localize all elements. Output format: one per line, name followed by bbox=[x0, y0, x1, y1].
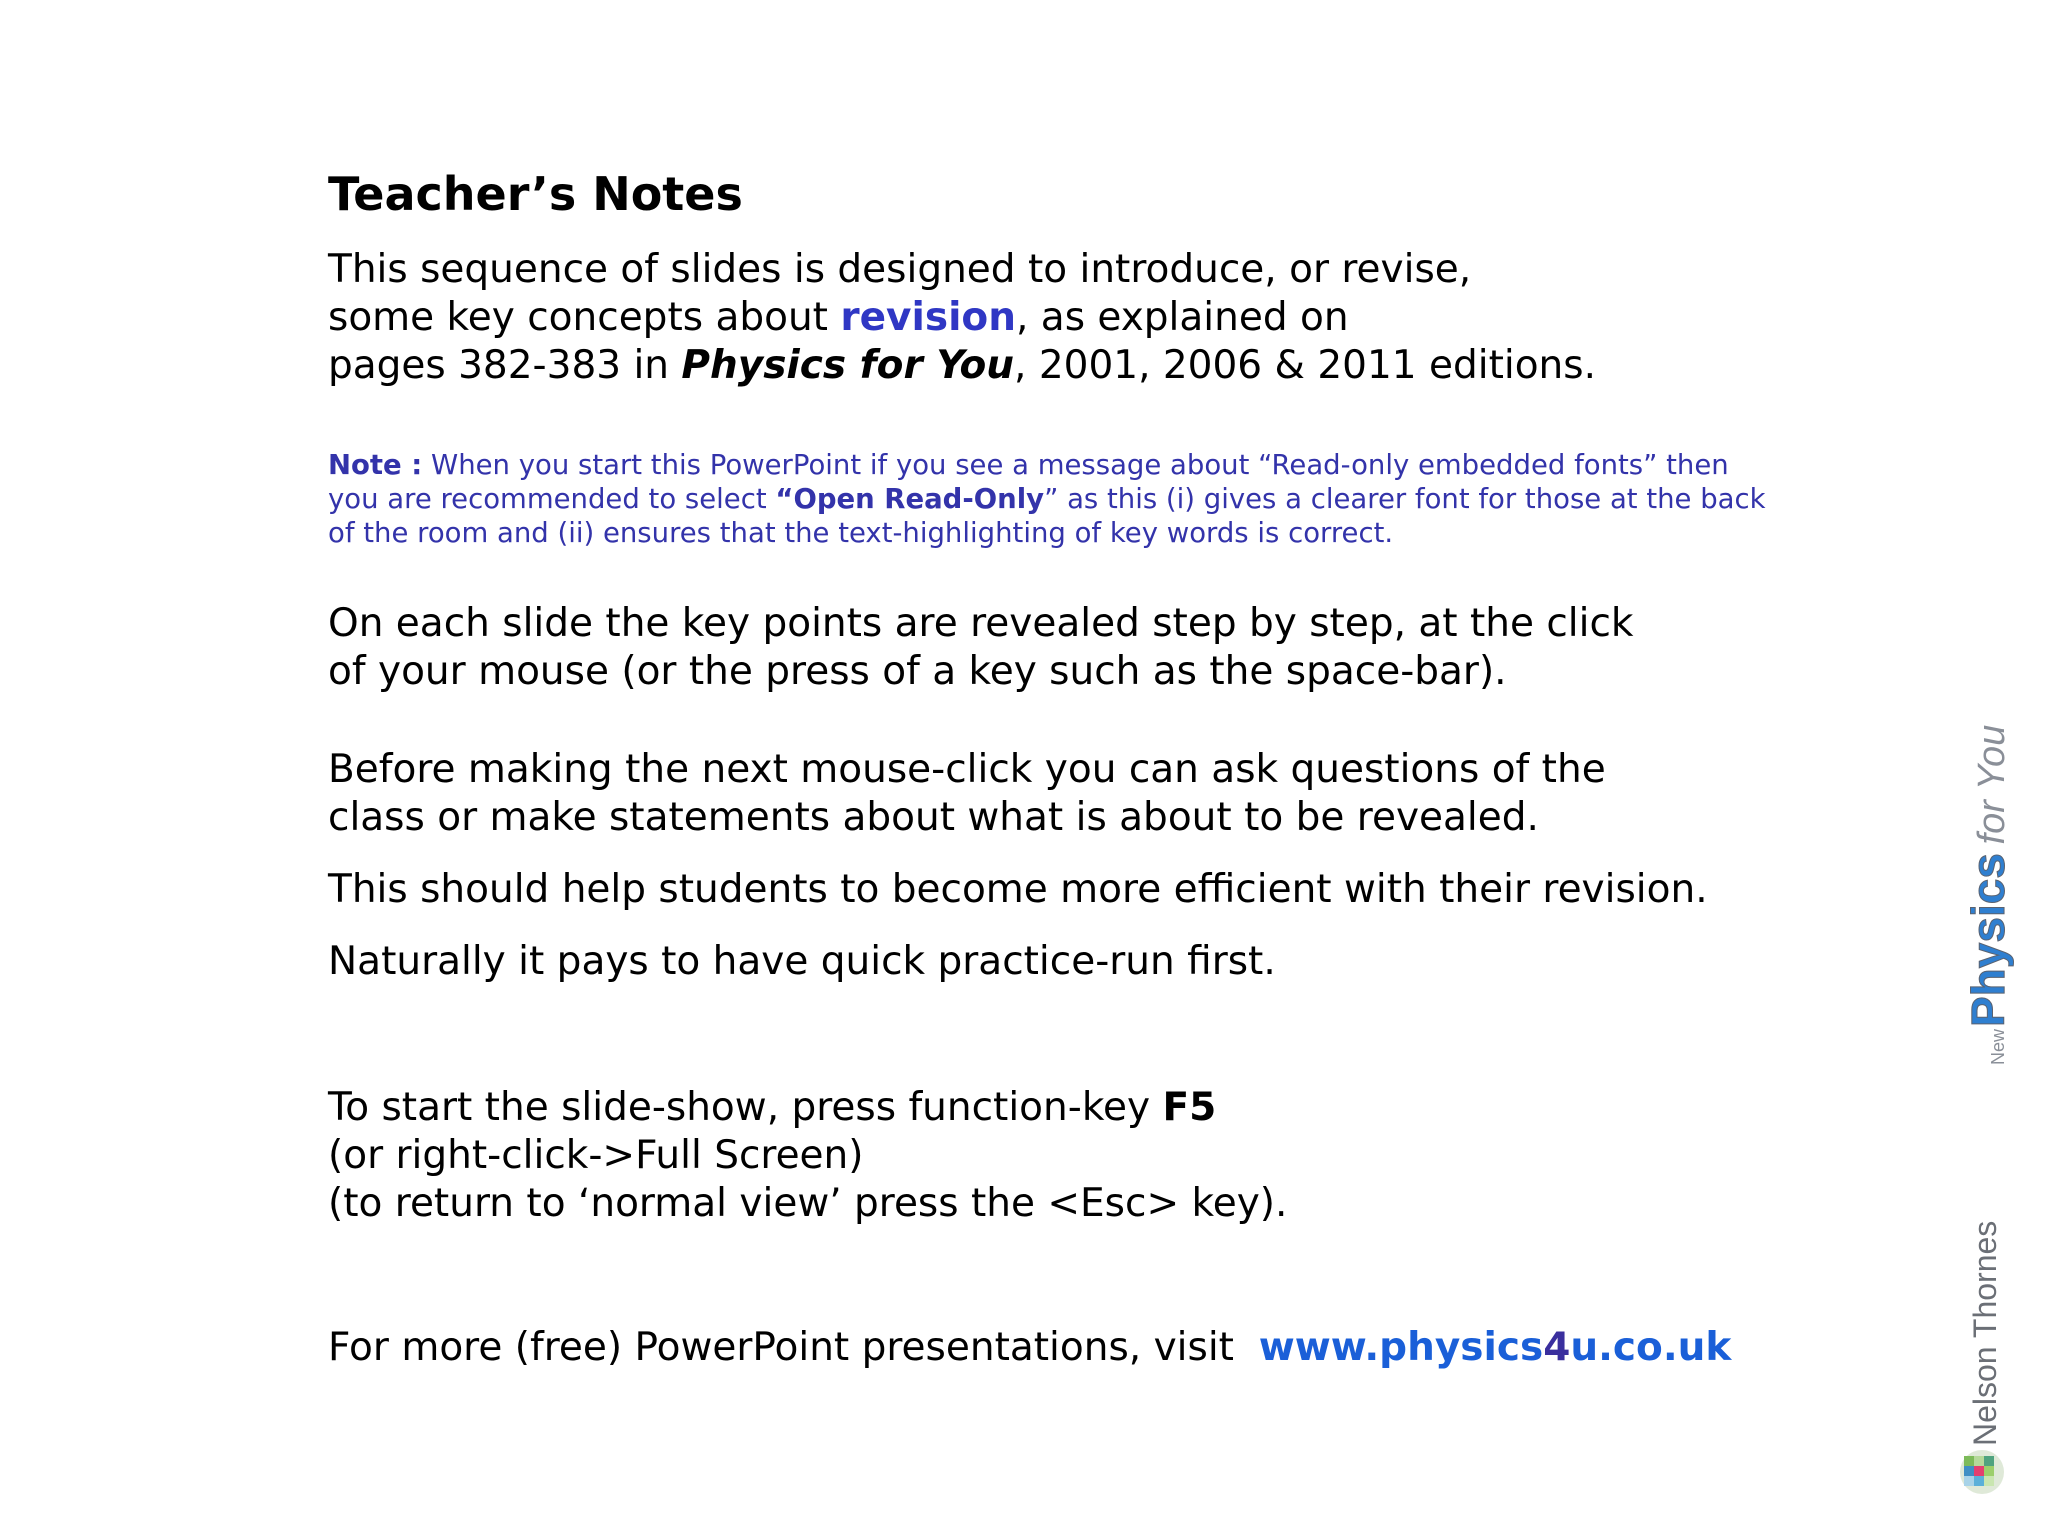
website-link[interactable] bbox=[1259, 1325, 1732, 1370]
intro-paragraph bbox=[328, 246, 1596, 390]
series-logo-new: New bbox=[1988, 1028, 2008, 1065]
questions-paragraph bbox=[328, 746, 1606, 842]
book-title: Physics for You bbox=[681, 343, 1015, 388]
series-logo bbox=[1960, 700, 2020, 1070]
step-line-1: On each slide the key points are revealed step by step, at the click bbox=[328, 601, 1634, 646]
series-logo-physics: Physics bbox=[1962, 853, 2014, 1027]
start-instructions bbox=[328, 1084, 1287, 1228]
start-line-1-text: To start the slide-show, press function-key bbox=[328, 1085, 1163, 1130]
page-title: Teacher’s Notes bbox=[328, 167, 743, 221]
practice-paragraph: Naturally it pays to have quick practice-run first. bbox=[328, 939, 1276, 984]
f5-key: F5 bbox=[1162, 1085, 1217, 1130]
start-line-3: (to return to ‘normal view’ press the <Esc> key). bbox=[328, 1181, 1288, 1226]
publisher-name: Nelson Thornes bbox=[1967, 1220, 2003, 1446]
more-text: For more (free) PowerPoint presentations, visit bbox=[328, 1325, 1259, 1370]
website-link-part-2: 4 bbox=[1543, 1325, 1571, 1370]
open-read-only-option: Open Read-Only bbox=[793, 483, 1045, 515]
intro-line-2 bbox=[328, 294, 1596, 342]
note-line-1-text: When you start this PowerPoint if you see a message about “Read-only embedded fonts” then bbox=[422, 449, 1729, 481]
publisher-emblem-icon bbox=[1960, 1450, 2004, 1494]
questions-line-2: class or make statements about what is about to be revealed. bbox=[328, 795, 1539, 840]
note-line-2-end: ” as this (i) gives a clearer font for those at the back bbox=[1044, 483, 1766, 515]
note-line-2-start: you are recommended to select bbox=[328, 483, 776, 515]
intro-line-3-start: pages 382-383 in bbox=[328, 343, 682, 388]
keyword-revision: revision bbox=[840, 295, 1016, 340]
intro-line-2-end: , as explained on bbox=[1016, 295, 1349, 340]
more-presentations bbox=[328, 1324, 1731, 1372]
note-paragraph bbox=[328, 448, 1766, 550]
start-line-1 bbox=[328, 1084, 1287, 1132]
website-link-part-1: www.physics bbox=[1258, 1325, 1544, 1370]
step-line-2: of your mouse (or the press of a key such as the space-bar). bbox=[328, 649, 1507, 694]
note-line-1 bbox=[328, 448, 1766, 482]
intro-line-2-start: some key concepts about bbox=[328, 295, 841, 340]
start-line-2: (or right-click->Full Screen) bbox=[328, 1133, 864, 1178]
intro-line-1: This sequence of slides is designed to introduce, or revise, bbox=[328, 247, 1472, 292]
step-by-step-paragraph bbox=[328, 600, 1634, 696]
website-link-part-3: u.co.uk bbox=[1570, 1325, 1732, 1370]
questions-line-1: Before making the next mouse-click you can ask questions of the bbox=[328, 747, 1606, 792]
intro-line-3 bbox=[328, 342, 1596, 390]
intro-line-3-end: , 2001, 2006 & 2011 editions. bbox=[1014, 343, 1596, 388]
note-open-quote: “ bbox=[775, 483, 794, 515]
note-label: Note : bbox=[328, 449, 423, 481]
efficiency-paragraph: This should help students to become more efficient with their revision. bbox=[328, 867, 1708, 912]
publisher-logo bbox=[1956, 1200, 2020, 1500]
note-line-2 bbox=[328, 482, 1766, 516]
note-line-3: of the room and (ii) ensures that the text-highlighting of key words is correct. bbox=[328, 517, 1394, 549]
series-logo-for-you: for You bbox=[1971, 724, 2013, 855]
